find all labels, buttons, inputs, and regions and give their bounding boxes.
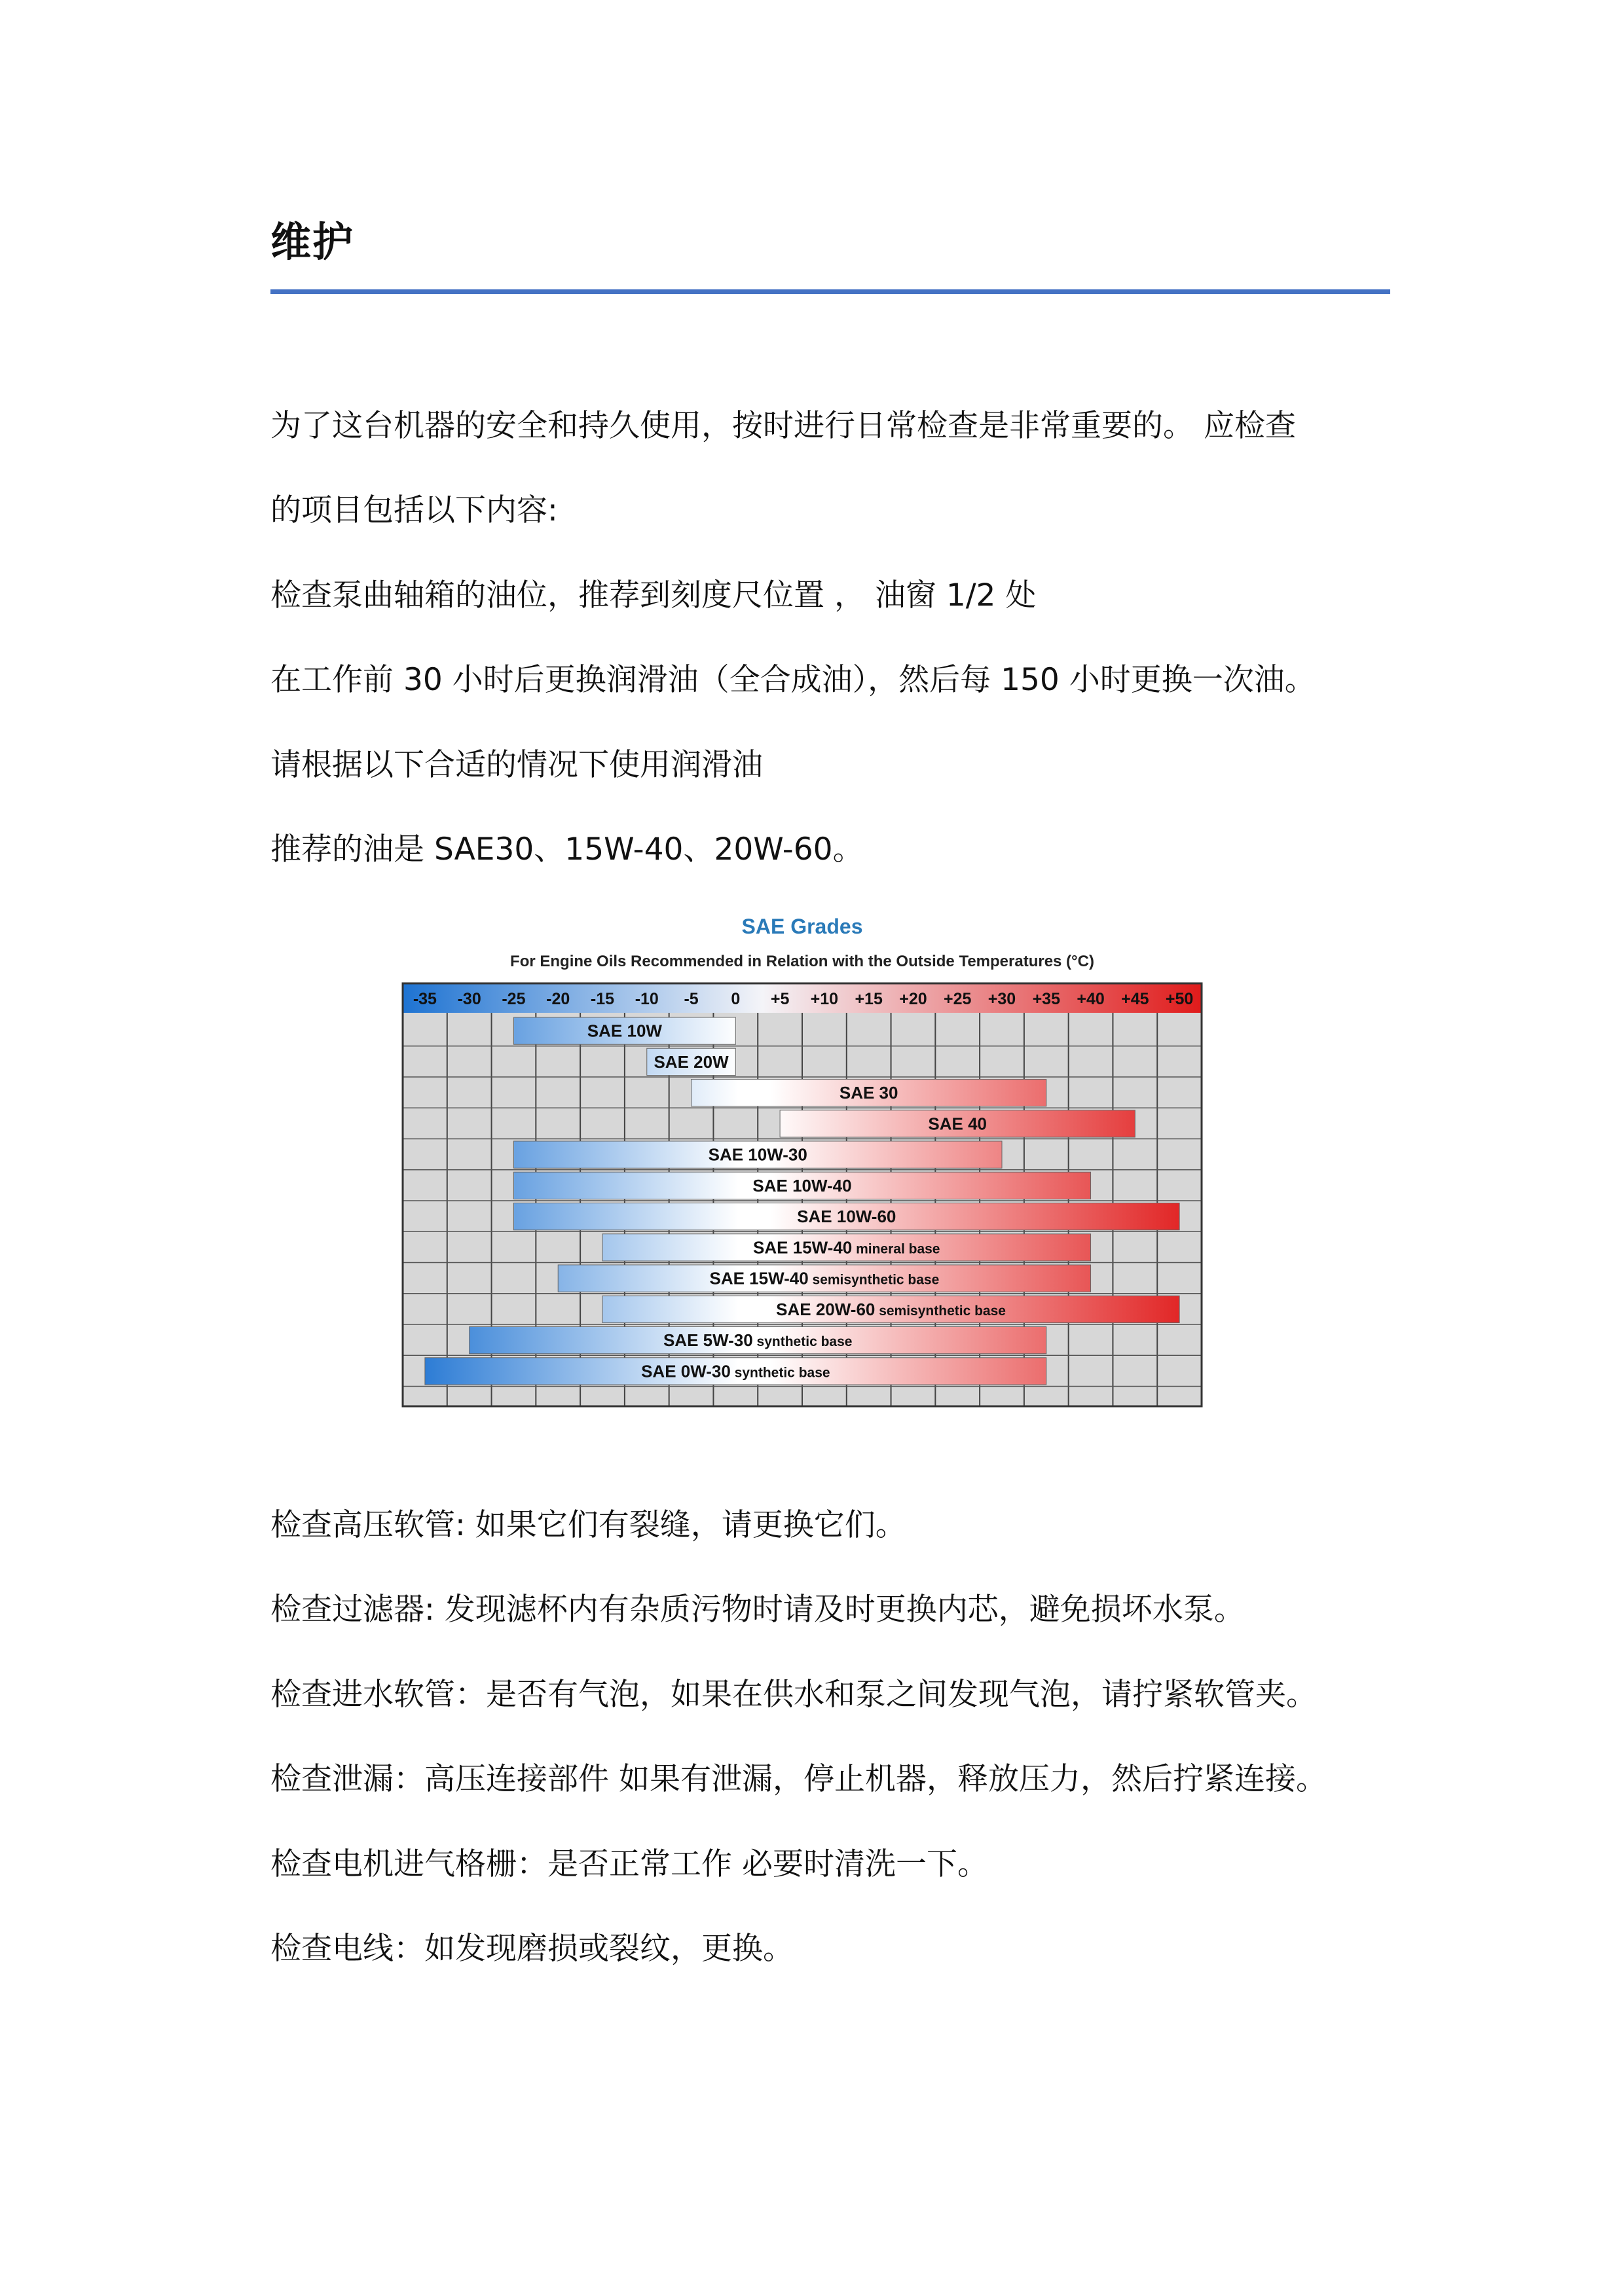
intro-line: 检查泵曲轴箱的油位，推荐到刻度尺位置 ， 油窗 1/2 处 (270, 577, 1037, 613)
grade-label: SAE 20W (654, 1051, 729, 1072)
temperature-tick-label: -35 (413, 990, 437, 1008)
temperature-tick-label: -30 (457, 990, 481, 1008)
temperature-tick-label: +40 (1077, 990, 1105, 1008)
temperature-tick-label: -10 (635, 990, 659, 1008)
grade-label: SAE 10W-30 (708, 1144, 807, 1165)
heading-underline (270, 289, 1390, 294)
check-line: 检查过滤器: 发现滤杯内有杂质污物时请及时更换内芯，避免损坏水泵。 (270, 1592, 1245, 1628)
sae-chart-svg (399, 903, 1217, 1421)
temperature-tick-label: +20 (899, 990, 927, 1008)
grade-base-type: semisynthetic base (808, 1272, 940, 1288)
check-line: 检查电线：如发现磨损或裂纹，更换。 (270, 1931, 794, 1967)
temperature-tick-label: 0 (731, 990, 741, 1008)
chart-subtitle: For Engine Oils Recommended in Relation with the Outside Temperatures (°C) (510, 953, 1094, 970)
grade-label: SAE 10W-60 (797, 1207, 896, 1227)
temperature-tick-label: -25 (502, 990, 526, 1008)
page-heading: 维护 (270, 218, 355, 266)
grade-label: SAE 20W-60 semisynthetic base (776, 1299, 1006, 1319)
check-line: 检查电机进气格栅：是否正常工作 必要时清洗一下。 (270, 1846, 988, 1882)
grade-base-type: synthetic base (730, 1365, 830, 1381)
check-line: 检查泄漏：高压连接部件 如果有泄漏，停止机器，释放压力，然后拧紧连接。 (270, 1761, 1327, 1797)
check-line: 检查高压软管: 如果它们有裂缝，请更换它们。 (270, 1507, 906, 1543)
grade-label: SAE 5W-30 synthetic base (663, 1330, 853, 1351)
sae-grades-chart (399, 903, 1217, 1421)
temperature-tick-label: -15 (590, 990, 615, 1008)
temperature-tick-label: -5 (684, 990, 699, 1008)
temperature-tick-label: +5 (770, 990, 790, 1008)
temperature-tick-label: +10 (810, 990, 839, 1008)
grade-label: SAE 0W-30 synthetic base (641, 1361, 830, 1381)
temperature-tick-label: +45 (1121, 990, 1149, 1008)
intro-line: 为了这台机器的安全和持久使用，按时进行日常检查是非常重要的。 应检查 (270, 408, 1296, 444)
temperature-tick-label: +30 (987, 990, 1016, 1008)
temperature-tick-label: +25 (944, 990, 972, 1008)
grade-label: SAE 10W-40 (752, 1175, 852, 1195)
grade-label: SAE 30 (839, 1083, 898, 1103)
grade-base-type: semisynthetic base (875, 1303, 1006, 1319)
temperature-tick-label: +15 (855, 990, 883, 1008)
temperature-tick-label: +50 (1165, 990, 1194, 1008)
grade-label: SAE 40 (928, 1114, 987, 1134)
chart-title: SAE Grades (741, 915, 863, 938)
temperature-tick-label: +35 (1032, 990, 1060, 1008)
grade-label: SAE 15W-40 semisynthetic base (709, 1268, 940, 1288)
intro-line: 请根据以下合适的情况下使用润滑油 (270, 747, 763, 783)
temperature-tick-label: -20 (546, 990, 570, 1008)
grade-base-type: synthetic base (752, 1334, 853, 1350)
grade-label: SAE 10W (587, 1021, 662, 1041)
grade-base-type: mineral base (852, 1241, 940, 1257)
grade-label: SAE 15W-40 mineral base (753, 1237, 940, 1258)
intro-line: 的项目包括以下内容: (270, 492, 558, 528)
intro-line: 推荐的油是 SAE30、15W-40、20W-60。 (270, 831, 864, 867)
check-line: 检查进水软管：是否有气泡，如果在供水和泵之间发现气泡，请拧紧软管夹。 (270, 1677, 1317, 1713)
intro-line: 在工作前 30 小时后更换润滑油（全合成油），然后每 150 小时更换一次油。 (270, 662, 1316, 698)
